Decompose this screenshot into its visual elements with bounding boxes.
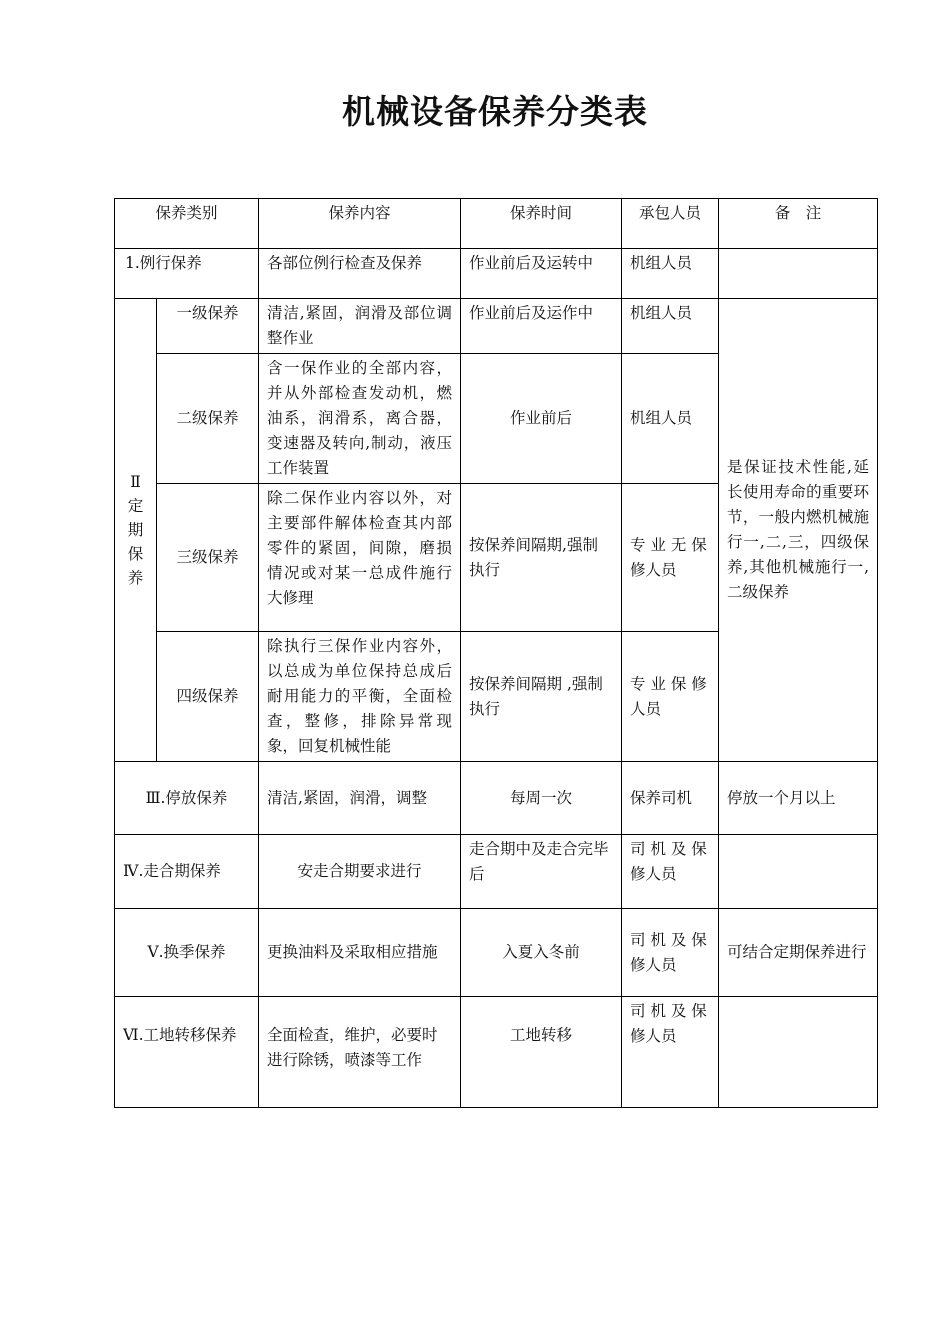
- row-time: 入夏入冬前: [461, 909, 622, 997]
- header-row: [115, 199, 878, 249]
- row-category: Ⅳ.走合期保养: [115, 835, 259, 909]
- level-time: 按保养间隔期 ,强制执行: [461, 632, 622, 762]
- row-remark: [719, 835, 878, 909]
- row-category: Ⅲ.停放保养: [115, 762, 259, 835]
- level-content: 含一保作业的全部内容，并从外部检查发动机，燃油系，润滑系，离合器，变速器及转向,制动，液压工作装置: [259, 354, 461, 484]
- level-time: 作业前后: [461, 354, 622, 484]
- row-remark: 可结合定期保养进行: [719, 909, 878, 997]
- level-time: 按保养间隔期,强制执行: [461, 484, 622, 632]
- row-staff: 司 机 及 保修人员: [622, 997, 719, 1108]
- routine-staff: 机组人员: [622, 249, 719, 299]
- row-staff: 保养司机: [622, 762, 719, 835]
- header-remark: 备 注: [719, 199, 878, 249]
- maintenance-table: [114, 198, 878, 1108]
- header-category: 保养类别: [115, 199, 259, 249]
- row-content: 清洁,紧固，润滑，调整: [259, 762, 461, 835]
- table-row: [115, 909, 878, 997]
- level-content: 清洁,紧固，润滑及部位调整作业: [259, 299, 461, 354]
- level-name: 四级保养: [157, 632, 259, 762]
- periodic-remark: 是保证技术性能,延长使用寿命的重要环节，一般内燃机械施行一,二,三，四级保养,其他机械施行一,二级保养: [719, 299, 878, 762]
- page-title: 机械设备保养分类表: [342, 92, 648, 131]
- level-staff: 专 业 保 修人员: [622, 632, 719, 762]
- periodic-label-char: 定: [127, 497, 144, 515]
- periodic-label-char: Ⅱ: [130, 473, 141, 491]
- level-staff: 机组人员: [622, 354, 719, 484]
- row-content: 更换油料及采取相应措施: [259, 909, 461, 997]
- row-time: 每周一次: [461, 762, 622, 835]
- periodic-label: [115, 299, 157, 762]
- header-time: 保养时间: [461, 199, 622, 249]
- routine-remark: [719, 249, 878, 299]
- level-staff: 专 业 无 保修人员: [622, 484, 719, 632]
- routine-content: 各部位例行检查及保养: [259, 249, 461, 299]
- level-content: 除二保作业内容以外，对主要部件解体检查其内部零件的紧固，间隙，磨损情况或对某一总成件施行大修理: [259, 484, 461, 632]
- periodic-label-char: 保: [127, 545, 144, 563]
- level-name: 一级保养: [157, 299, 259, 354]
- row-time: 走合期中及走合完毕后: [461, 835, 622, 909]
- table-row: [115, 997, 878, 1108]
- row-remark: 停放一个月以上: [719, 762, 878, 835]
- table-row: [115, 249, 878, 299]
- table-row: [115, 762, 878, 835]
- table-row: [115, 299, 878, 354]
- row-time: 工地转移: [461, 997, 622, 1108]
- level-content: 除执行三保作业内容外，以总成为单位保持总成后耐用能力的平衡，全面检查，整修，排除异常现象，回复机械性能: [259, 632, 461, 762]
- periodic-label-char: 养: [127, 569, 144, 587]
- routine-time: 作业前后及运转中: [461, 249, 622, 299]
- row-content: 安走合期要求进行: [259, 835, 461, 909]
- row-remark: [719, 997, 878, 1108]
- level-staff: 机组人员: [622, 299, 719, 354]
- periodic-label-char: 期: [127, 521, 144, 539]
- table-row: [115, 835, 878, 909]
- row-content: 全面检查，维护，必要时进行除锈，喷漆等工作: [259, 997, 461, 1108]
- routine-category: 1.例行保养: [115, 249, 259, 299]
- header-content: 保养内容: [259, 199, 461, 249]
- level-name: 三级保养: [157, 484, 259, 632]
- row-category: Ⅴ.换季保养: [115, 909, 259, 997]
- header-staff: 承包人员: [622, 199, 719, 249]
- level-name: 二级保养: [157, 354, 259, 484]
- row-category: Ⅵ.工地转移保养: [115, 997, 259, 1108]
- row-staff: 司 机 及 保修人员: [622, 909, 719, 997]
- row-staff: 司 机 及 保修人员: [622, 835, 719, 909]
- level-time: 作业前后及运作中: [461, 299, 622, 354]
